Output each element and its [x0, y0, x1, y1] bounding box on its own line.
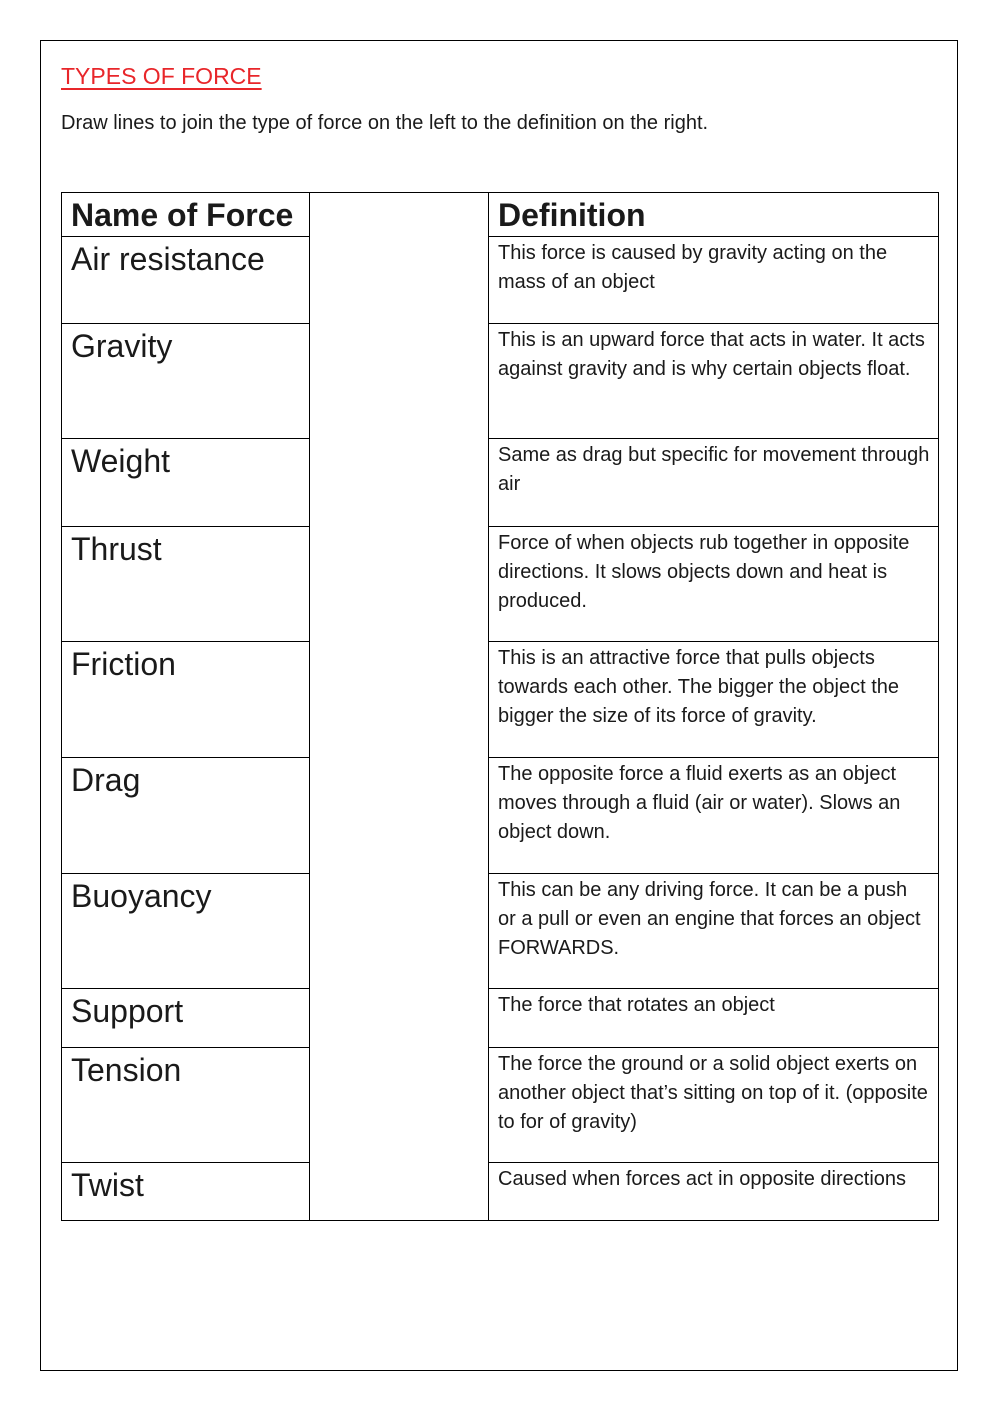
table-header-row — [62, 193, 939, 237]
force-definition: This can be any driving force. It can be a push or a pull or even an engine that forces an object FORWARDS. — [489, 874, 939, 989]
force-name: Friction — [62, 642, 310, 758]
worksheet-instruction: Draw lines to join the type of force on the left to the definition on the right. — [61, 112, 709, 134]
force-definition: This is an upward force that acts in water. It acts against gravity and is why certain objects float. — [489, 324, 939, 439]
force-name: Weight — [62, 439, 310, 527]
force-definition: Same as drag but specific for movement through air — [489, 439, 939, 527]
force-definition: This force is caused by gravity acting on the mass of an object — [489, 237, 939, 324]
header-definition: Definition — [489, 193, 939, 237]
matching-line-space[interactable] — [310, 193, 489, 1221]
force-definition: The force that rotates an object — [489, 989, 939, 1048]
table-row — [62, 1163, 939, 1221]
force-name: Tension — [62, 1048, 310, 1163]
table-row — [62, 642, 939, 758]
table-row — [62, 989, 939, 1048]
force-name: Drag — [62, 758, 310, 874]
force-name: Twist — [62, 1163, 310, 1221]
force-definition: Force of when objects rub together in opposite directions. It slows objects down and heat is produced. — [489, 527, 939, 642]
force-definition: The opposite force a fluid exerts as an object moves through a fluid (air or water). Slows an object down. — [489, 758, 939, 874]
table-row — [62, 874, 939, 989]
force-name: Air resistance — [62, 237, 310, 324]
force-name: Thrust — [62, 527, 310, 642]
header-name-of-force: Name of Force — [62, 193, 310, 237]
worksheet-title: TYPES OF FORCE — [61, 63, 262, 89]
force-matching-table — [61, 192, 939, 1221]
force-name: Gravity — [62, 324, 310, 439]
table-row — [62, 324, 939, 439]
table-row — [62, 758, 939, 874]
force-definition: This is an attractive force that pulls objects towards each other. The bigger the object the bigger the size of its force of gravity. — [489, 642, 939, 758]
force-definition: The force the ground or a solid object exerts on another object that’s sitting on top of it. (opposite to for of gravity) — [489, 1048, 939, 1163]
table-row — [62, 527, 939, 642]
table-row — [62, 439, 939, 527]
worksheet-page — [40, 40, 958, 1371]
force-name: Support — [62, 989, 310, 1048]
table-row — [62, 237, 939, 324]
table-row — [62, 1048, 939, 1163]
force-definition: Caused when forces act in opposite directions — [489, 1163, 939, 1221]
force-name: Buoyancy — [62, 874, 310, 989]
